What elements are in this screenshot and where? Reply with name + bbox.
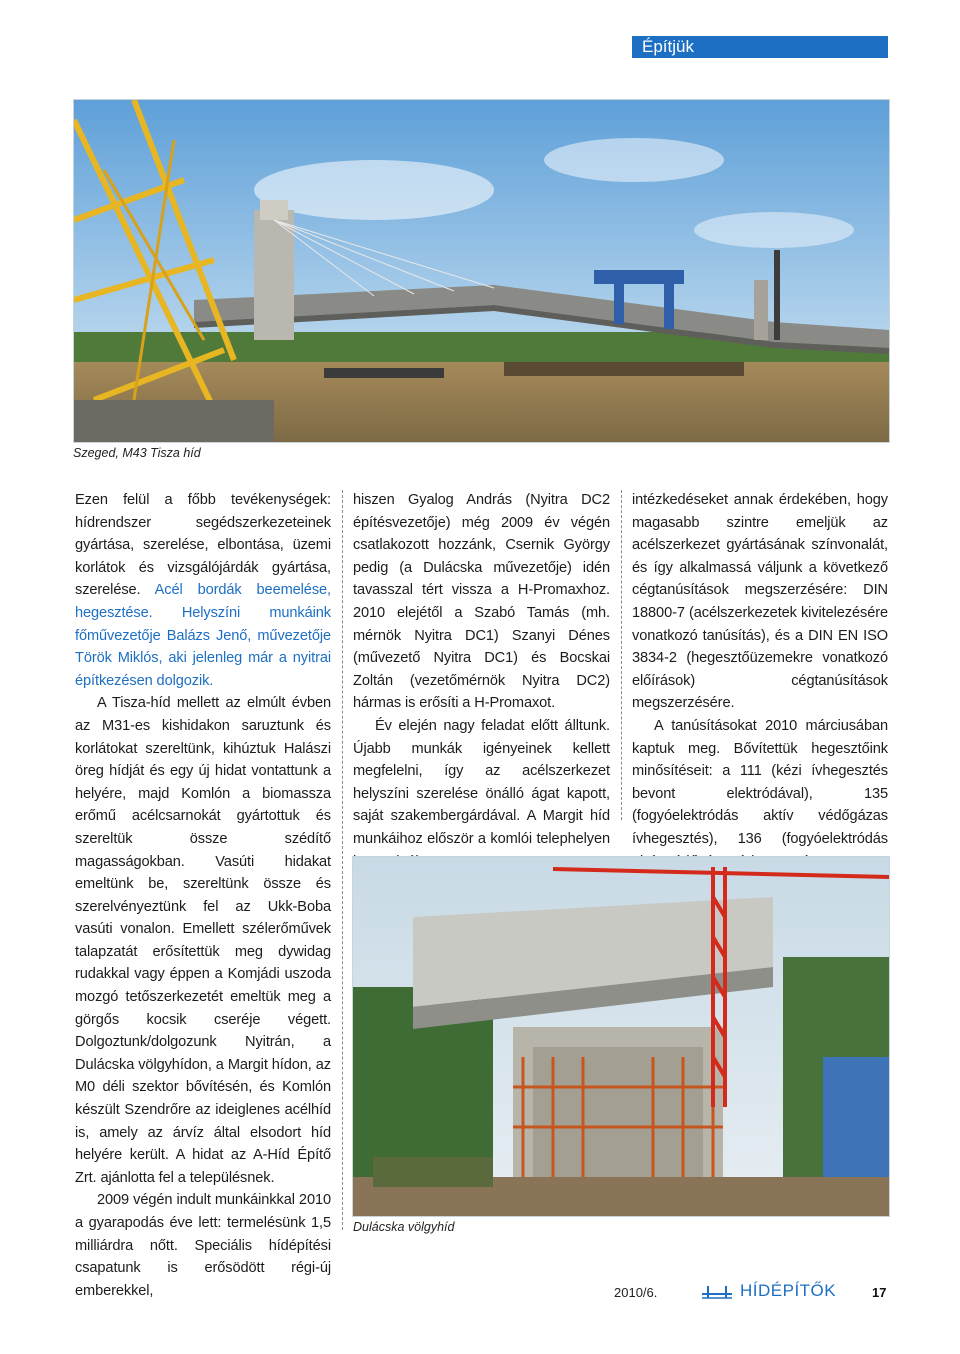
col3-para-2: A tanúsításokat 2010 márciusában kaptuk meg. Bővítettük hegesztőink minősítéseit: a 111 (kézi ívhegesztés bevont elektródával), 135 (fogyóelektródás aktív védőgázas ívhegesztés), 136 (fogyóelektródás xyxy=(632,717,888,847)
section-tab: Építjük xyxy=(632,36,888,58)
bridge-photo xyxy=(73,99,890,443)
col2-para-2: Év elején nagy feladat előtt álltunk. Újabb munkák igényeinek kellett megfelelni, így az acélszerkezet helyszíni szerelése önálló ágat kapott, saját szakembergárdával. A Margit híd munkáihoz először a komlói telephelyen xyxy=(353,717,610,847)
col1-para-1 xyxy=(75,489,331,692)
col1-para-1-text: Ezen felül a főbb tevékenységek: hídrendszer segédszerkezeteinek gyártása, szerelése, elbontása, üzemi korlátok és vizsgálójárdák gyártása, szerelése. xyxy=(75,492,331,599)
construction-photo-caption: Dulácska völgyhíd xyxy=(353,1220,455,1234)
bridge-logo-icon xyxy=(700,1282,734,1300)
construction-photo xyxy=(352,856,890,1217)
col1-para-3: 2009 végén indult munkáinkkal 2010 a gyarapodás éve lett: termelésünk 1,5 milliárdra nőtt. Speciális hídépítési csapatunk is erősödött régi-új emberekkel, xyxy=(75,1192,331,1299)
column-divider-2 xyxy=(621,490,622,820)
bridge-photo-caption: Szeged, M43 Tisza híd xyxy=(73,446,201,460)
page-number: 17 xyxy=(872,1285,887,1300)
magazine-name: HÍDÉPÍTŐK xyxy=(740,1281,837,1300)
magazine-logo xyxy=(700,1280,836,1302)
column-1 xyxy=(75,489,331,1302)
col2-para-1: hiszen Gyalog András (Nyitra DC2 építésvezetője) még 2009 év végén csatlakozott hozzánk, Csernik György pedig (a Dulácska művezetője) idén tavasszal tért vissza a H-Promaxhoz. 2010 elejétől a Szabó Tamás (mh. mérnök Nyitra DC1) Szanyi Dénes (művezető Nyitra DC1) és Bocskai Zoltán (vezetőmérnök Nyitra DC2) hármas is erősíti a H-Promaxot. xyxy=(353,492,610,712)
column-2 xyxy=(353,489,610,873)
col1-para-2: A Tisza-híd mellett az elmúlt évben az M31-es kishidakon saruztunk és korlátokat szereltünk, kihúztuk Halászi öreg hídját és egy új hidat vontattunk a helyére, majd Komlón a biomassza erőmű acélcsarnokát gyártottuk és szereltük össze szédítő magasságokban. Vasúti hidakat emeltünk be, szereltünk össze és szerelvényeztünk fel az Ukk-Boba vasúti vonalon. Emellett szélerőművek talapzatát erősítettük meg dywidag rudakkal vagy éppen a Komjádi uszoda mozgó tetőszerkezetét emeltük meg a görgős kocsik cseréje végett. Dolgoztunk/dolgozunk Nyitrán, a Dulácska völgyhídon, a Margit hídon, az M0 déli szektor bővítésén, és Komlón készült Szendrőre az ideiglenes acélhíd is, amely az árvíz által elsodort híd helyére került. A hidat az A-Híd Építő Zrt. ajánlotta fel a településnek. xyxy=(75,695,331,1186)
column-3 xyxy=(632,489,888,873)
col3-para-1: intézkedéseket annak érdekében, hogy magasabb szintre emeljük az acélszerkezet gyártásának színvonalát, és így alkalmassá váljunk a következő cégtanúsítások megszerzésére: DIN 18800-7 (acélszerkezetek kivitelezésére vonatkozó tanúsítás), és a DIN EN ISO 3834-2 (hegesztőüzemekre vonatkozó előírások) cégtanúsítások megszerzésére. xyxy=(632,492,888,712)
col1-para-1-highlight: Acél bordák beemelése, hegesztése. Helyszíni munkáink főművezetője Balázs Jenő, művezetője Török Miklós, aki jelenleg már a nyitrai építkezésen dolgozik. xyxy=(75,582,331,689)
issue-number: 2010/6. xyxy=(614,1285,658,1300)
column-divider-1 xyxy=(342,490,343,1230)
